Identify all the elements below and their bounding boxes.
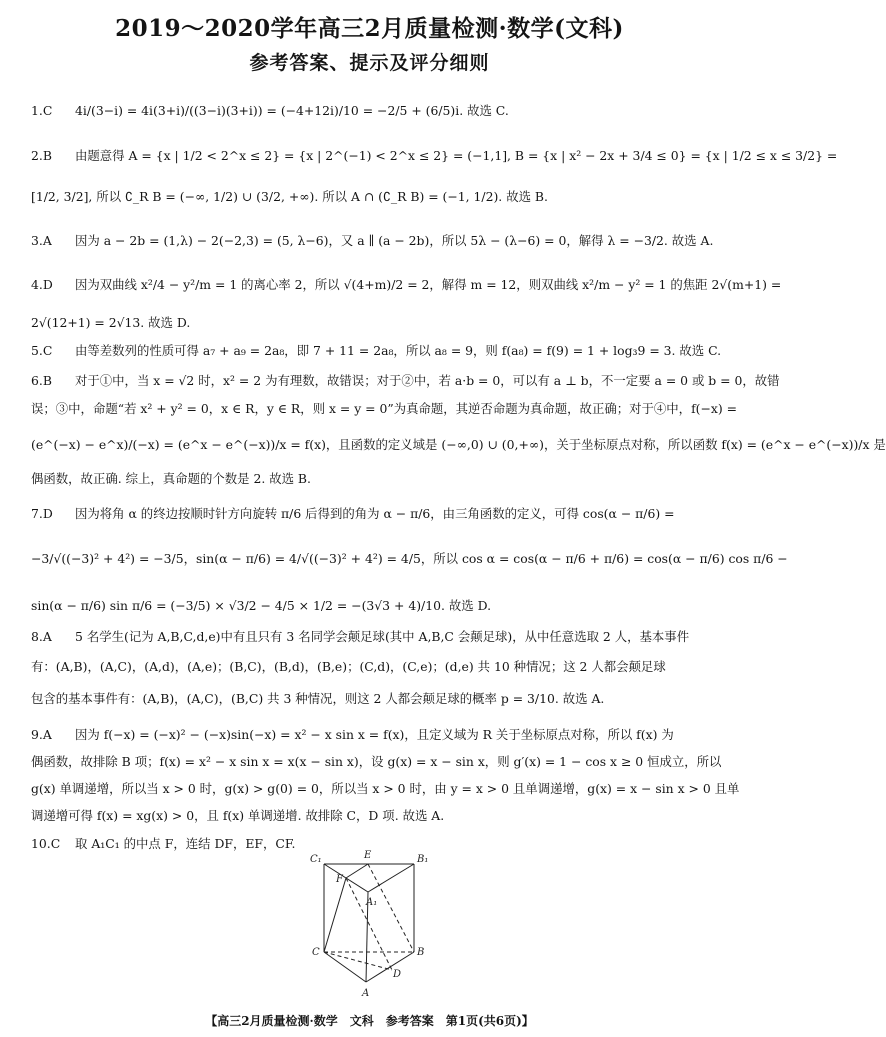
label-a: A [362, 988, 370, 999]
answer-number: 3.A [31, 233, 52, 248]
label-c: C [312, 947, 320, 958]
answer-number: 6.B [31, 373, 52, 388]
segment-ef [346, 864, 368, 878]
prism-figure [300, 842, 450, 1004]
label-b: B [417, 947, 425, 958]
answer-number: 2.B [31, 148, 52, 163]
answer-4 [31, 276, 782, 295]
label-e: E [364, 850, 372, 861]
answer-8 [31, 628, 721, 647]
answer-number: 4.D [31, 277, 53, 292]
answer-7 [31, 505, 721, 524]
segment-cf [324, 878, 346, 952]
answer-line: 4i/(3−i) = 4i(3+i)/((3−i)(3+i)) = (−4+12i)/10 = −2/5 + (6/5)i. 故选 C. [75, 103, 509, 118]
label-f: F [336, 874, 343, 885]
answer-2 [31, 147, 838, 166]
answer-line: sin(α − π/6) sin π/6 = (−3/5) × √3/2 − 4/5 × 1/2 = −(3√3 + 4)/10. 故选 D. [31, 598, 492, 613]
answer-line: 偶函数，故正确. 综上，真命题的个数是 2. 故选 B. [31, 471, 311, 486]
answer-line: (e^(−x) − e^x)/(−x) = (e^x − e^(−x))/x = f(x)，且函数的定义域是 (−∞,0) ∪ (0,+∞)，关于坐标原点对称，所以函数 f(x) = (e^x − e^(−x))/x 是 [31, 437, 886, 452]
page-footer: 【高三2月质量检测·数学 文科 参考答案 第1页(共6页)】 [205, 1014, 534, 1028]
answer-number: 7.D [31, 506, 53, 521]
label-b1: B₁ [417, 854, 429, 865]
answer-line: 因为 f(−x) = (−x)² − (−x)sin(−x) = x² − x sin x = f(x)，且定义域为 R 关于坐标原点对称，所以 f(x) 为 [75, 727, 674, 742]
answer-line: 因为双曲线 x²/4 − y²/m = 1 的离心率 2，所以 √(4+m)/2 = 2，解得 m = 12，则双曲线 x²/m − y² = 1 的焦距 2√(m+1) = [75, 277, 782, 292]
answer-5 [31, 342, 721, 361]
answer-line: 由题意得 A = {x | 1/2 < 2^x ≤ 2} = {x | 2^(−1) < 2^x ≤ 2} = (−1,1], B = {x | x² − 2x + 3/4 ≤ 0} = {x | 1/2 ≤ x ≤ 3/2} = [75, 148, 838, 163]
answer-line: 对于①中，当 x = √2 时，x² = 2 为有理数，故错误；对于②中，若 a·b = 0，可以有 a ⊥ b，不一定要 a = 0 或 b = 0，故错 [75, 373, 780, 388]
answer-line: 包含的基本事件有：(A,B)，(A,C)，(B,C) 共 3 种情况，则这 2 人都会颠足球的概率 p = 3/10. 故选 A. [31, 691, 605, 706]
label-c1: C₁ [310, 854, 322, 865]
answer-number: 1.C [31, 103, 53, 118]
answer-number: 5.C [31, 343, 53, 358]
segment-cd [324, 952, 392, 970]
answer-number: 8.A [31, 629, 52, 644]
answer-number: 10.C [31, 836, 61, 851]
answer-1 [31, 102, 721, 121]
answer-line: 由等差数列的性质可得 a₇ + a₉ = 2a₈，即 7 + 11 = 2a₈，所以 a₈ = 9，则 f(a₈) = f(9) = 1 + log₃9 = 3. 故选 C. [75, 343, 722, 358]
answer-line: −3/√((−3)² + 4²) = −3/5，sin(α − π/6) = 4/√((−3)² + 4²) = 4/5，所以 cos α = cos(α − π/6 + π/6) = cos(α − π/6) cos π/6 − [31, 551, 788, 566]
answer-line: 偶函数，故排除 B 项；f(x) = x² − x sin x = x(x − sin x)，设 g(x) = x − sin x，则 g′(x) = 1 − cos x ≥ 0 恒成立，所以 [31, 754, 722, 769]
answer-line: 取 A₁C₁ 的中点 F，连结 DF，EF，CF. [75, 836, 296, 851]
answer-line: 2√(12+1) = 2√13. 故选 D. [31, 315, 191, 330]
answer-line: [1/2, 3/2], 所以 ∁_R B = (−∞, 1/2) ∪ (3/2, +∞). 所以 A ∩ (∁_R B) = (−1, 1/2). 故选 B. [31, 189, 548, 204]
label-a1: A₁ [366, 897, 378, 908]
page-title: 2019～2020学年高三2月质量检测·数学(文科) [115, 15, 624, 42]
answer-line: g(x) 单调递增，所以当 x > 0 时，g(x) > g(0) = 0，所以当 x > 0 时，由 y = x > 0 且单调递增，g(x) = x − sin x > 0 且单 [31, 781, 740, 796]
page-subtitle: 参考答案、提示及评分细则 [249, 52, 490, 74]
edge-ca [324, 952, 366, 982]
answer-line: 有：(A,B)，(A,C)，(A,d)，(A,e)；(B,C)，(B,d)，(B,e)；(C,d)，(C,e)；(d,e) 共 10 种情况；这 2 人都会颠足球 [31, 659, 666, 674]
answer-number: 9.A [31, 727, 52, 742]
label-d: D [393, 969, 402, 980]
answer-line: 5 名学生(记为 A,B,C,d,e)中有且只有 3 名同学会颠足球(其中 A,B,C 会颠足球)，从中任意选取 2 人，基本事件 [75, 629, 690, 644]
answer-6 [31, 372, 780, 391]
answer-line: 误；③中，命题“若 x² + y² = 0，x ∈ R，y ∈ R，则 x = y = 0”为真命题，其逆否命题为真命题，故正确；对于④中，f(−x) = [31, 401, 738, 416]
answer-line: 调递增可得 f(x) = xg(x) > 0，且 f(x) 单调递增. 故排除 C，D 项. 故选 A. [31, 808, 445, 823]
answer-line: 因为将角 α 的终边按顺时针方向旋转 π/6 后得到的角为 α − π/6，由三角函数的定义，可得 cos(α − π/6) = [75, 506, 675, 521]
segment-eb [368, 864, 414, 952]
answer-line: 因为 a − 2b = (1,λ) − 2(−2,3) = (5, λ−6)，又 a ∥ (a − 2b)，所以 5λ − (λ−6) = 0，解得 λ = −3/2. 故选 A. [75, 233, 714, 248]
answer-3 [31, 232, 721, 251]
answer-9 [31, 726, 721, 745]
